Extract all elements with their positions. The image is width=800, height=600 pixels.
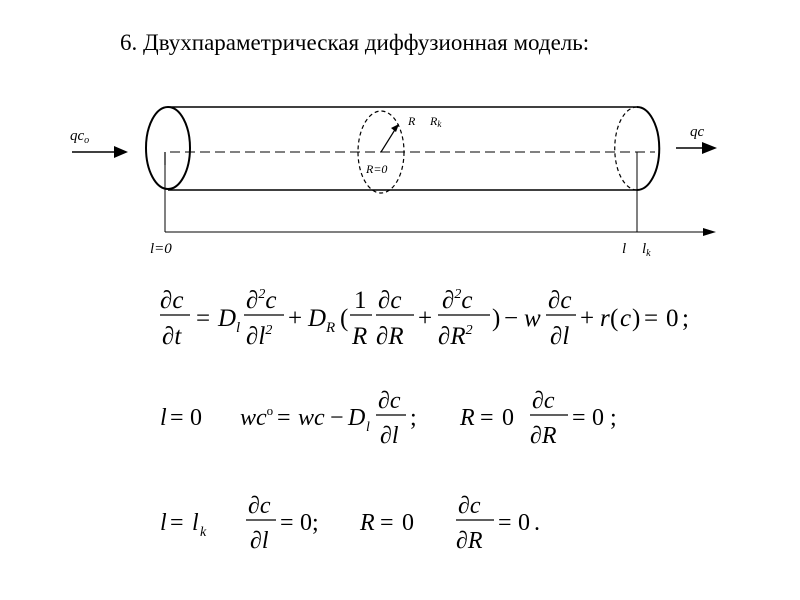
outlet-face-front (637, 107, 659, 190)
svg-text:∂R: ∂R (530, 423, 557, 449)
svg-text:): ) (632, 305, 641, 332)
svg-text:l: l (160, 510, 167, 536)
svg-text:∂l: ∂l (250, 528, 269, 554)
svg-text:0: 0 (666, 305, 679, 332)
svg-text:+: + (418, 305, 433, 332)
svg-text:r: r (600, 305, 610, 332)
svg-text:−: − (330, 405, 344, 431)
svg-text:c: c (620, 305, 632, 332)
svg-text:): ) (492, 305, 501, 332)
svg-text:R: R (360, 510, 375, 536)
radius-arrow-head (391, 124, 399, 132)
svg-text:=: = (277, 405, 291, 431)
start-position-label: l=0 (150, 241, 172, 257)
svg-text:∂2c: ∂$^2$c (442, 287, 473, 314)
radius-k-label: Rk (430, 114, 442, 129)
svg-text:=: = (480, 405, 494, 431)
svg-text:∂2c: ∂$^2$c (246, 287, 277, 314)
svg-text:+: + (288, 305, 303, 332)
svg-text:=: = (280, 510, 294, 536)
svg-text:l: l (160, 405, 167, 431)
svg-text:D: D (218, 305, 237, 332)
svg-text:(: ( (610, 305, 619, 332)
svg-text:l: l (236, 320, 241, 336)
svg-text:∂c: ∂c (532, 388, 555, 414)
svg-text:=: = (196, 305, 211, 332)
svg-text:∂R2: $\partial R^2$ (438, 323, 473, 350)
svg-text:R: R (460, 405, 475, 431)
equation-main-svg (160, 282, 720, 362)
svg-text:k: k (200, 525, 207, 540)
svg-text:(: ( (340, 305, 349, 332)
outlet-face-back (615, 107, 637, 190)
svg-text:0: 0 (402, 510, 414, 536)
svg-text:=: = (170, 510, 184, 536)
svg-text:=: = (170, 405, 184, 431)
svg-text:∂c: ∂c (458, 493, 481, 519)
svg-text:0: 0 (592, 405, 604, 431)
center-label: R=0 (366, 162, 388, 176)
equation-main (160, 282, 720, 367)
svg-text:∂R: ∂R (376, 323, 404, 350)
equation-boundary-inlet-svg (160, 385, 640, 455)
svg-text:∂R: ∂R (456, 528, 483, 554)
svg-text:+: + (580, 305, 595, 332)
svg-text:−: − (504, 305, 519, 332)
inlet-label: $qc_o$ (70, 128, 90, 146)
svg-text:l: l (192, 510, 199, 536)
svg-text:∂c: ∂c (248, 493, 271, 519)
svg-text:0: 0 (502, 405, 514, 431)
position-lk-label: $l_k$ (642, 241, 651, 259)
outlet-arrow-head (702, 142, 717, 154)
radius-label: R (408, 114, 416, 128)
slide-title: 6. Двухпараметрическая диффузионная модель: (120, 30, 590, 55)
svg-text:wco: $wc^o$ (240, 403, 274, 431)
svg-text:∂l: ∂l (380, 423, 399, 449)
svg-text:∂t: ∂t (162, 323, 182, 350)
svg-text:R: R (326, 320, 336, 336)
svg-text:∂l2: $\partial l^2$ (246, 323, 273, 350)
svg-text:D: D (308, 305, 327, 332)
svg-text:∂c: ∂c (160, 287, 184, 314)
svg-text:∂c: ∂c (378, 388, 401, 414)
svg-text:;: ; (410, 405, 417, 431)
svg-text:l: l (366, 420, 370, 435)
svg-text:∂c: ∂c (548, 287, 572, 314)
svg-text:;: ; (682, 305, 689, 332)
equation-boundary-outlet (160, 490, 560, 565)
svg-text:R: R (352, 323, 368, 350)
axis-arrow-head (703, 228, 716, 236)
outlet-label: qc (690, 124, 705, 140)
svg-text:∂c: ∂c (378, 287, 402, 314)
svg-text:D: D (348, 405, 366, 431)
position-l-label: l (622, 241, 627, 257)
svg-text:.: . (534, 510, 540, 536)
svg-text:;: ; (610, 405, 617, 431)
inlet-arrow-head (114, 146, 128, 158)
svg-text:wc: wc (298, 405, 325, 431)
svg-text:∂l: ∂l (550, 323, 570, 350)
radius-line (381, 128, 396, 152)
svg-text:=: = (572, 405, 586, 431)
inlet-face (146, 107, 190, 189)
svg-text:w: w (524, 305, 541, 332)
svg-text:0: 0 (518, 510, 530, 536)
svg-text:1: 1 (354, 287, 367, 314)
svg-text:=: = (498, 510, 512, 536)
svg-text:0;: 0; (300, 510, 319, 536)
svg-text:=: = (380, 510, 394, 536)
equation-boundary-outlet-svg (160, 490, 560, 560)
svg-text:0: 0 (190, 405, 202, 431)
svg-text:=: = (644, 305, 659, 332)
equation-boundary-inlet (160, 385, 640, 460)
